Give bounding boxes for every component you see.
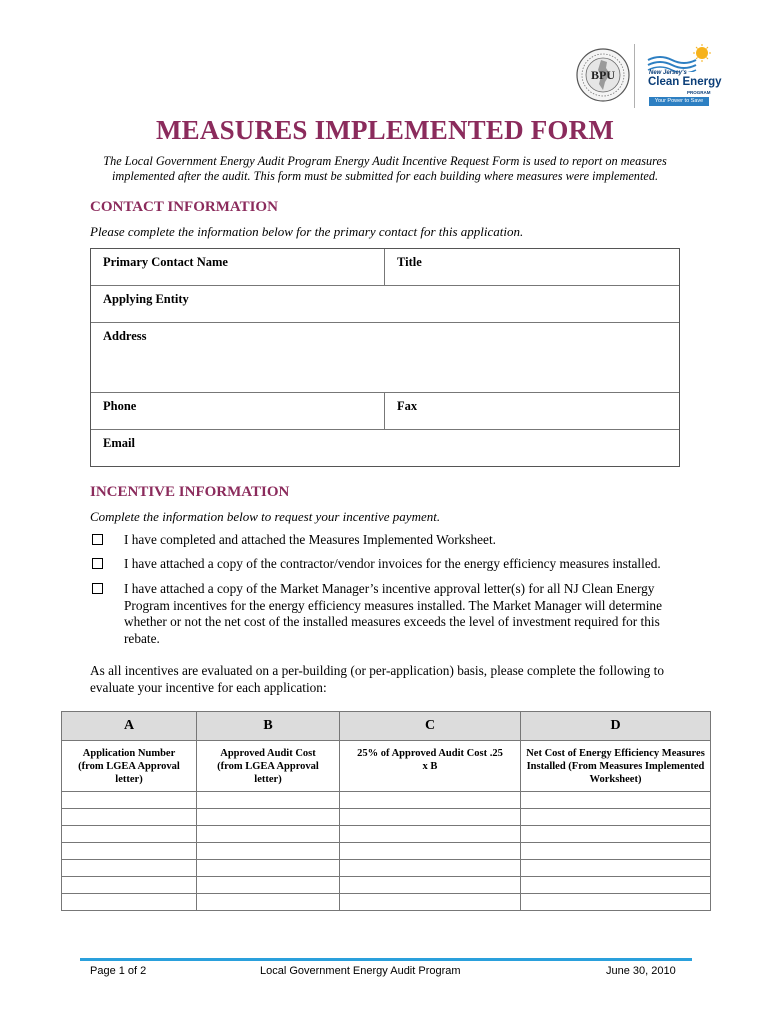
footer-date: June 30, 2010 bbox=[606, 965, 676, 977]
address-label: Address bbox=[103, 329, 147, 343]
column-description: Net Cost of Energy Efficiency Measures Installed (From Measures Implemented Worksheet) bbox=[521, 741, 711, 792]
phone-label: Phone bbox=[103, 399, 137, 413]
table-cell[interactable] bbox=[521, 860, 711, 877]
table-cell[interactable] bbox=[197, 826, 340, 843]
fax-field[interactable] bbox=[385, 393, 679, 429]
bpu-seal-logo bbox=[576, 48, 630, 102]
table-cell[interactable] bbox=[62, 894, 197, 911]
table-cell[interactable] bbox=[62, 860, 197, 877]
table-letter-row bbox=[62, 712, 711, 741]
table-cell[interactable] bbox=[62, 843, 197, 860]
approval-letter-checkbox[interactable] bbox=[92, 583, 103, 594]
incentive-instruction: Complete the information below to request your incentive payment. bbox=[90, 509, 441, 524]
table-cell[interactable] bbox=[340, 826, 521, 843]
column-letter: D bbox=[521, 712, 711, 741]
header-logos bbox=[576, 44, 722, 110]
table-description-row bbox=[62, 741, 711, 792]
address-field[interactable] bbox=[91, 323, 679, 393]
checklist-item-text: I have attached a copy of the Market Manager’s incentive approval letter(s) for all NJ Clean Energy Program incentives for the energy efficiency measures installed. The Market Manager will determine whether or not the net cost of the installed measures exceeds the level of investment required for this rebate. bbox=[124, 581, 662, 646]
footer-page: Page 1 of 2 bbox=[90, 965, 147, 977]
sun-waves-icon bbox=[640, 44, 716, 72]
table-cell[interactable] bbox=[62, 826, 197, 843]
table-cell[interactable] bbox=[521, 894, 711, 911]
table-row bbox=[62, 894, 711, 911]
contact-instruction: Please complete the information below for the primary contact for this application. bbox=[90, 224, 524, 239]
logo-name: Clean Energy bbox=[648, 76, 722, 88]
logo-subtitle: New Jersey's bbox=[649, 70, 687, 76]
table-row bbox=[62, 792, 711, 809]
fax-label: Fax bbox=[397, 399, 418, 413]
table-cell[interactable] bbox=[197, 809, 340, 826]
column-letter: C bbox=[340, 712, 521, 741]
table-row bbox=[62, 826, 711, 843]
phone-field[interactable] bbox=[91, 393, 385, 429]
table-cell[interactable] bbox=[197, 792, 340, 809]
table-cell[interactable] bbox=[340, 894, 521, 911]
table-cell[interactable] bbox=[521, 826, 711, 843]
table-cell[interactable] bbox=[521, 792, 711, 809]
title-label: Title bbox=[397, 255, 422, 269]
table-row bbox=[62, 843, 711, 860]
table-cell[interactable] bbox=[521, 843, 711, 860]
table-cell[interactable] bbox=[197, 877, 340, 894]
title-field[interactable] bbox=[385, 249, 679, 285]
column-letter: A bbox=[62, 712, 197, 741]
table-cell[interactable] bbox=[340, 860, 521, 877]
logo-tagline: Your Power to Save bbox=[649, 97, 709, 106]
column-description: Approved Audit Cost (from LGEA Approval letter) bbox=[197, 741, 340, 792]
applying-entity-field[interactable] bbox=[91, 286, 679, 323]
column-description: 25% of Approved Audit Cost .25 x B bbox=[340, 741, 521, 792]
table-row bbox=[62, 809, 711, 826]
email-label: Email bbox=[103, 436, 135, 450]
table-cell[interactable] bbox=[340, 809, 521, 826]
form-title: MEASURES IMPLEMENTED FORM bbox=[155, 115, 614, 145]
checklist-item-text: I have attached a copy of the contractor/vendor invoices for the energy efficiency measures installed. bbox=[124, 556, 661, 571]
applying-entity-label: Applying Entity bbox=[103, 292, 189, 306]
table-cell[interactable] bbox=[521, 809, 711, 826]
column-letter: B bbox=[197, 712, 340, 741]
clean-energy-program-logo bbox=[640, 44, 722, 110]
table-cell[interactable] bbox=[340, 843, 521, 860]
column-description: Application Number (from LGEA Approval letter) bbox=[62, 741, 197, 792]
contact-heading: CONTACT INFORMATION bbox=[90, 199, 278, 215]
logo-program: PROGRAM bbox=[687, 90, 711, 95]
table-cell[interactable] bbox=[521, 877, 711, 894]
intro-text: The Local Government Energy Audit Program Energy Audit Incentive Request Form is used to report on measures implemented after the audit. This form must be submitted for each building where measures were implemented. bbox=[103, 154, 667, 183]
table-row bbox=[62, 860, 711, 877]
table-row bbox=[62, 877, 711, 894]
logo-divider bbox=[634, 44, 635, 108]
vendor-invoices-checkbox[interactable] bbox=[92, 558, 103, 569]
table-cell[interactable] bbox=[340, 877, 521, 894]
contact-table bbox=[90, 248, 680, 467]
evaluate-text: As all incentives are evaluated on a per-building (or per-application) basis, please complete the following to evaluate your incentive for each application: bbox=[90, 663, 664, 695]
primary-contact-name-label: Primary Contact Name bbox=[103, 255, 228, 269]
table-cell[interactable] bbox=[197, 894, 340, 911]
table-cell[interactable] bbox=[62, 792, 197, 809]
footer-rule bbox=[80, 958, 692, 961]
contact-row-phone bbox=[91, 393, 679, 430]
svg-text:BPU: BPU bbox=[591, 68, 615, 82]
table-cell[interactable] bbox=[340, 792, 521, 809]
table-cell[interactable] bbox=[62, 877, 197, 894]
primary-contact-name-field[interactable] bbox=[91, 249, 385, 285]
incentive-heading: INCENTIVE INFORMATION bbox=[90, 484, 290, 500]
email-field[interactable] bbox=[91, 430, 679, 466]
footer-program: Local Government Energy Audit Program bbox=[260, 965, 461, 977]
checklist-item-text: I have completed and attached the Measures Implemented Worksheet. bbox=[124, 532, 496, 547]
invoice-worksheet-checkbox[interactable] bbox=[92, 534, 103, 545]
table-cell[interactable] bbox=[197, 843, 340, 860]
contact-row-name bbox=[91, 249, 679, 286]
incentive-table bbox=[61, 711, 711, 911]
table-cell[interactable] bbox=[62, 809, 197, 826]
table-cell[interactable] bbox=[197, 860, 340, 877]
